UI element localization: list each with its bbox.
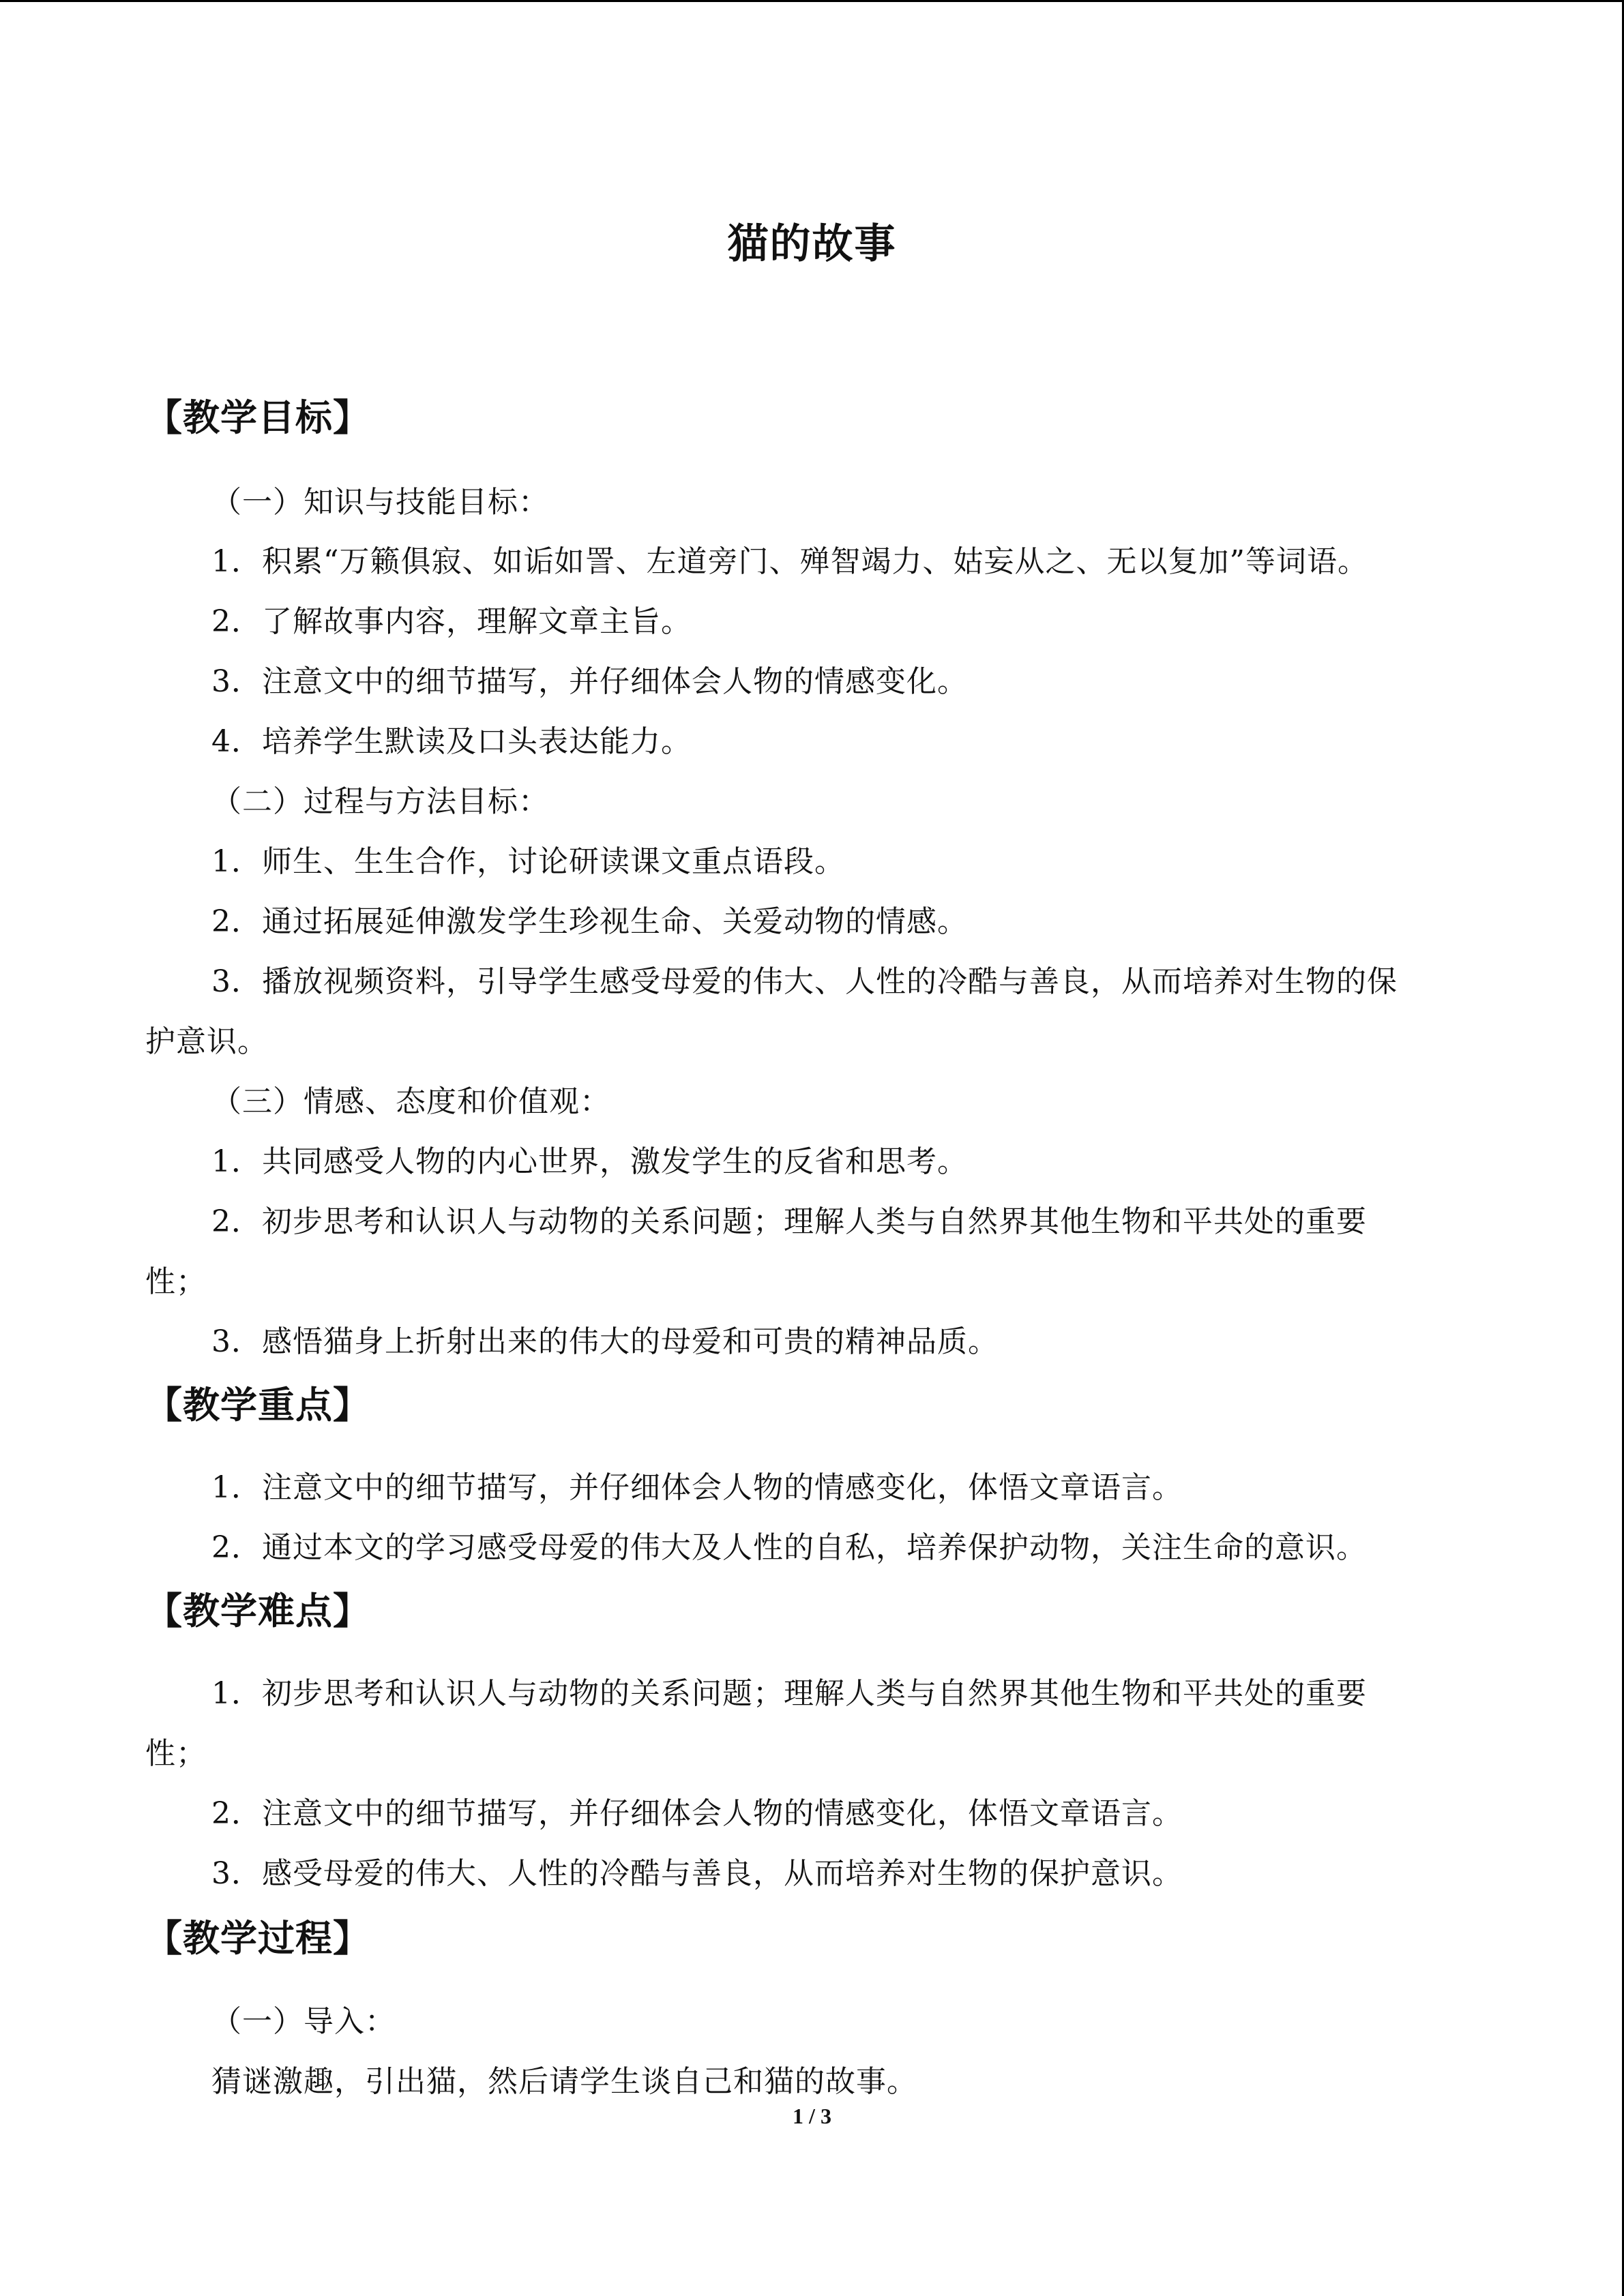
objective-emotion-3: 3．感悟猫身上折射出来的伟大的母爱和可贵的精神品质。 [211,1324,999,1359]
heading-teaching-objectives: 【教学目标】 [145,396,370,439]
objective-process-3: 3．播放视频资料，引导学生感受母爱的伟大、人性的冷酷与善良，从而培养对生物的保 [211,964,1398,999]
subheading-emotion-values: （三）情感、态度和价值观： [211,1084,610,1119]
page-border-top [0,0,1624,2]
objective-process-2: 2．通过拓展延伸激发学生珍视生命、关爱动物的情感。 [211,904,968,939]
key-point-2: 2．通过本文的学习感受母爱的伟大及人性的自私，培养保护动物，关注生命的意识。 [211,1530,1367,1565]
objective-process-1: 1．师生、生生合作，讨论研读课文重点语段。 [211,844,845,879]
heading-teaching-key-points: 【教学重点】 [145,1383,370,1427]
difficulty-2: 2．注意文中的细节描写，并仔细体会人物的情感变化，体悟文章语言。 [211,1796,1183,1831]
difficulty-1: 1．初步思考和认识人与动物的关系问题；理解人类与自然界其他生物和平共处的重要 [211,1676,1367,1711]
objective-emotion-2-cont: 性； [145,1264,207,1299]
objective-knowledge-3: 3．注意文中的细节描写，并仔细体会人物的情感变化。 [211,664,968,699]
objective-emotion-1: 1．共同感受人物的内心世界，激发学生的反省和思考。 [211,1144,968,1179]
subheading-knowledge-skills: （一）知识与技能目标： [211,485,549,520]
process-introduction-text: 猜谜激趣，引出猫，然后请学生谈自己和猫的故事。 [211,2064,917,2099]
difficulty-1-cont: 性； [145,1736,207,1771]
difficulty-3: 3．感受母爱的伟大、人性的冷酷与善良，从而培养对生物的保护意识。 [211,1856,1183,1891]
objective-knowledge-1: 1．积累“万籁俱寂、如诟如詈、左道旁门、殚智竭力、姑妄从之、无以复加”等词语。 [211,544,1368,579]
subheading-introduction: （一）导入： [211,2004,396,2039]
objective-knowledge-2: 2．了解故事内容，理解文章主旨。 [211,604,692,639]
document-title: 猫的故事 [727,220,897,268]
page-number: 1 / 3 [793,2104,831,2128]
objective-knowledge-4: 4．培养学生默读及口头表达能力。 [211,724,692,759]
objective-process-3-cont: 护意识。 [145,1024,268,1059]
heading-teaching-difficulties: 【教学难点】 [145,1589,370,1632]
heading-teaching-process: 【教学过程】 [145,1916,370,1960]
key-point-1: 1．注意文中的细节描写，并仔细体会人物的情感变化，体悟文章语言。 [211,1470,1183,1505]
subheading-process-methods: （二）过程与方法目标： [211,784,549,819]
objective-emotion-2: 2．初步思考和认识人与动物的关系问题；理解人类与自然界其他生物和平共处的重要 [211,1204,1367,1239]
